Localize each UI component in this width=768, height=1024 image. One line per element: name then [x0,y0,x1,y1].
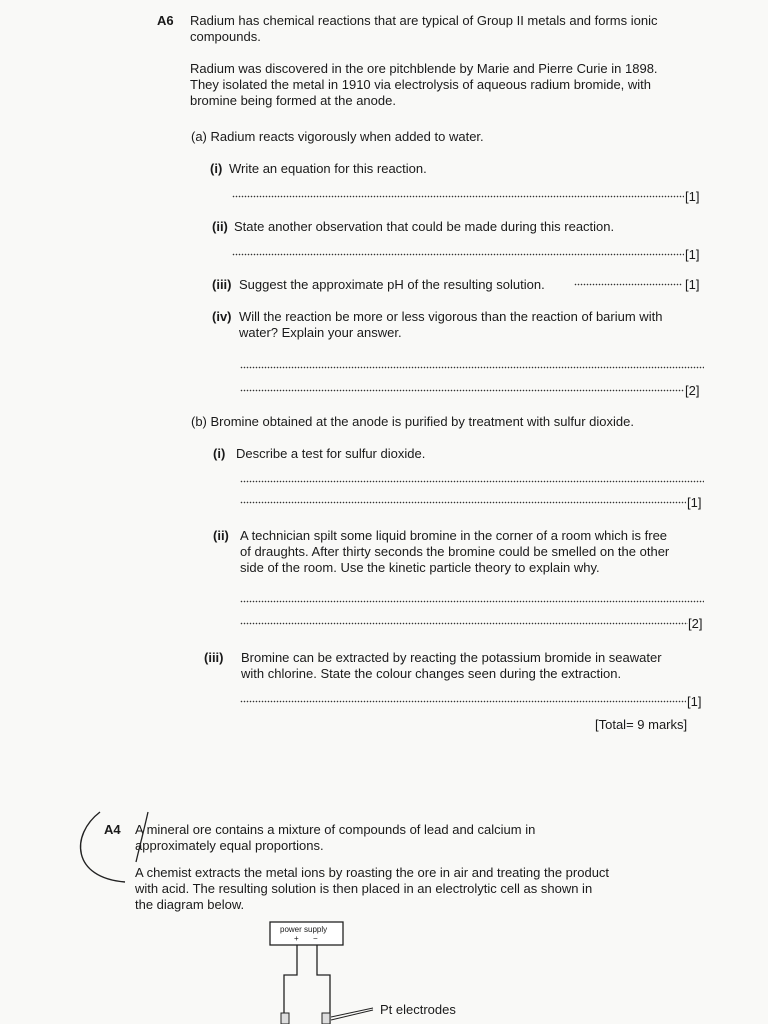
power-supply-label: power supply [280,925,328,934]
marks-label: [1] [687,694,702,709]
label-pointer [331,1008,373,1017]
part-a-i-label: (i) [210,161,223,176]
part-a-stem: (a) Radium reacts vigorously when added to water. [191,129,484,144]
marks-label: [1] [685,277,700,292]
part-b-stem: (b) Bromine obtained at the anode is purified by treatment with sulfur dioxide. [191,414,634,429]
label-pointer [331,1010,373,1020]
part-b-ii-question-line-2: of draughts. After thirty seconds the bromine could be smelled on the other [240,544,670,559]
negative-wire [317,945,330,1024]
marks-label: [2] [685,383,700,398]
marks-label: [1] [685,189,700,204]
left-electrode [281,1013,289,1024]
marks-label: [2] [688,616,703,631]
negative-terminal-label: − [313,934,318,943]
part-a-ii-question: State another observation that could be made during this reaction. [234,219,615,234]
part-a-iv-label: (iv) [212,309,232,324]
context-line-1: Radium was discovered in the ore pitchblende by Marie and Pierre Curie in 1898. [190,61,658,76]
total-marks: [Total= 9 marks] [595,717,688,732]
question-number-a6: A6 [157,13,174,28]
intro-line-2: compounds. [190,29,261,44]
marks-label: [1] [687,495,702,510]
a4-method-line-3: the diagram below. [135,897,245,912]
part-b-i-label: (i) [213,446,226,461]
question-number-a4: A4 [104,822,121,837]
right-electrode [322,1013,330,1024]
part-a-i-question: Write an equation for this reaction. [229,161,427,176]
pt-electrodes-label: Pt electrodes [380,1002,456,1017]
part-b-iii-question-line-1: Bromine can be extracted by reacting the potassium bromide in seawater [241,650,662,665]
marks-label: [1] [685,247,700,262]
context-line-2: They isolated the metal in 1910 via electrolysis of aqueous radium bromide, with [190,77,652,92]
a4-intro-line-1: A mineral ore contains a mixture of compounds of lead and calcium in [135,822,536,837]
a4-intro-line-2: approximately equal proportions. [135,838,324,853]
part-b-ii-question-line-3: side of the room. Use the kinetic particle theory to explain why. [240,560,600,575]
part-a-ii-label: (ii) [212,219,228,234]
part-a-iv-question-line-1: Will the reaction be more or less vigorous than the reaction of barium with [239,309,663,324]
part-b-ii-label: (ii) [213,528,229,543]
positive-terminal-label: + [294,934,299,943]
part-a-iii-question: Suggest the approximate pH of the resulting solution. [239,277,545,292]
context-line-3: bromine being formed at the anode. [190,93,396,108]
part-b-iii-question-line-2: with chlorine. State the colour changes seen during the extraction. [241,666,622,681]
positive-wire [284,945,297,1024]
part-b-iii-label: (iii) [204,650,224,665]
a4-method-line-1: A chemist extracts the metal ions by roasting the ore in air and treating the product [135,865,610,880]
intro-line-1: Radium has chemical reactions that are typical of Group II metals and forms ionic [190,13,658,28]
part-a-iv-question-line-2: water? Explain your answer. [239,325,402,340]
part-a-iii-label: (iii) [212,277,232,292]
part-b-i-question: Describe a test for sulfur dioxide. [236,446,426,461]
a4-method-line-2: with acid. The resulting solution is then placed in an electrolytic cell as shown in [135,881,593,896]
part-b-ii-question-line-1: A technician spilt some liquid bromine in the corner of a room which is free [240,528,668,543]
